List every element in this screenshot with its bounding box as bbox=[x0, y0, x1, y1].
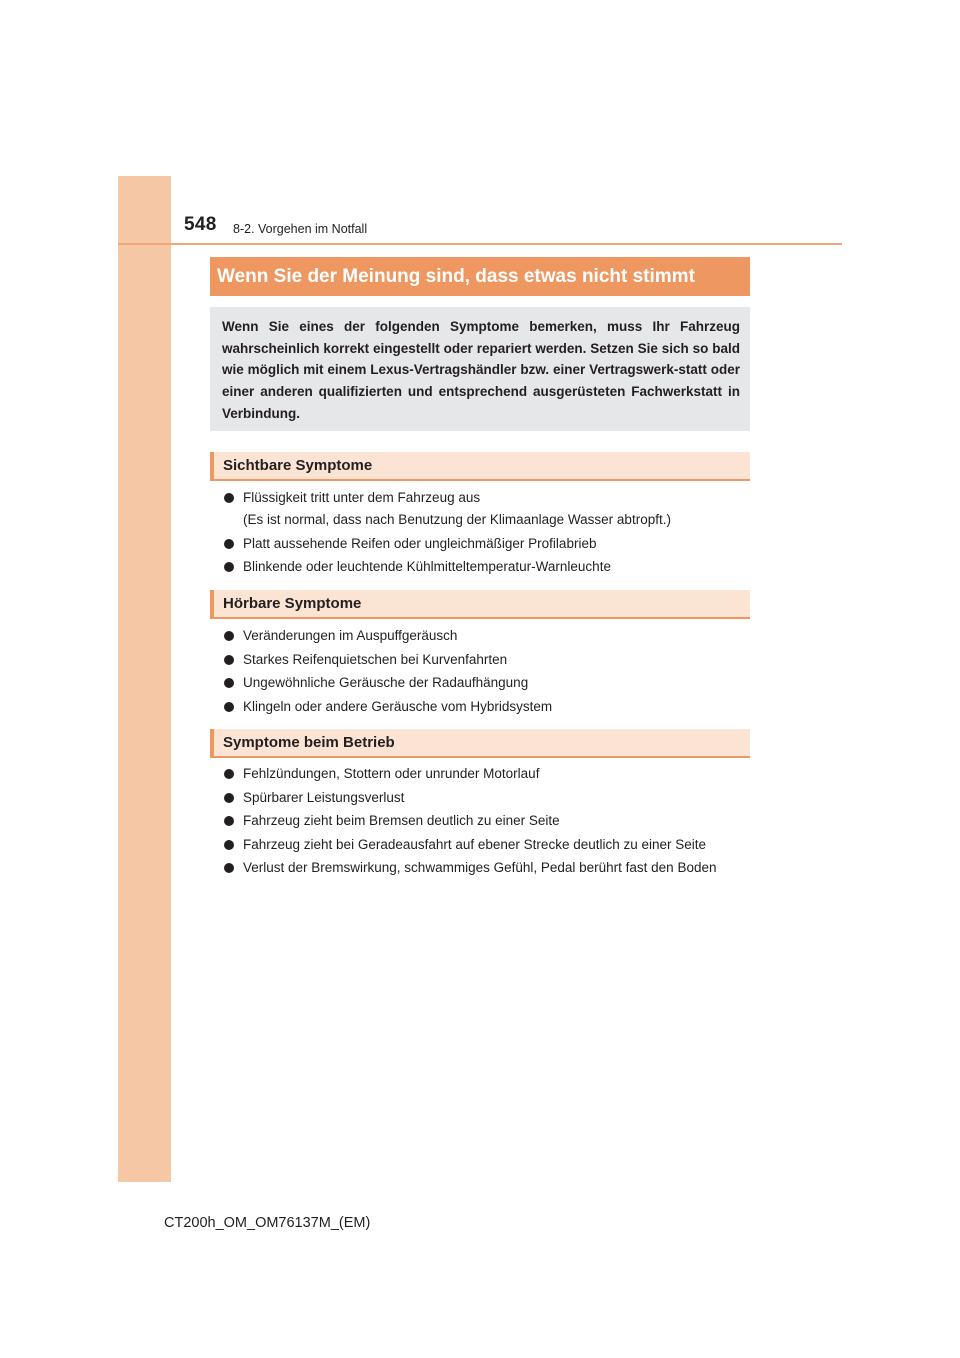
subheading-title: Symptome beim Betrieb bbox=[223, 734, 395, 751]
bullet-icon bbox=[224, 702, 234, 712]
section-label: 8-2. Vorgehen im Notfall bbox=[233, 222, 368, 236]
list-item-text: Platt aussehende Reifen oder ungleichmäßiger Profilabrieb bbox=[243, 535, 597, 551]
list-item-text: Fahrzeug zieht bei Geradeausfahrt auf ebener Strecke deutlich zu einer Seite bbox=[243, 836, 707, 852]
list-item bbox=[224, 533, 749, 555]
header-divider bbox=[118, 243, 842, 245]
list-item-note: (Es ist normal, dass nach Benutzung der Klimaanlage Wasser abtropft.) bbox=[243, 512, 671, 527]
page-number: 548 bbox=[184, 214, 217, 235]
subheading-driving-symptoms bbox=[210, 729, 750, 758]
list-item bbox=[224, 834, 749, 856]
bullet-icon bbox=[224, 840, 234, 850]
list-item bbox=[224, 696, 749, 718]
subheading-title: Sichtbare Symptome bbox=[223, 457, 373, 474]
list-item-text: Veränderungen im Auspuffgeräusch bbox=[243, 628, 458, 643]
bullet-icon bbox=[224, 562, 234, 572]
bullet-icon bbox=[224, 793, 234, 803]
subheading-accent bbox=[210, 452, 214, 479]
list-item bbox=[224, 810, 749, 832]
document-code: CT200h_OM_OM76137M_(EM) bbox=[164, 1215, 371, 1231]
list-item bbox=[224, 763, 749, 785]
subheading-title: Hörbare Symptome bbox=[223, 595, 362, 612]
list-item-text: Blinkende oder leuchtende Kühlmitteltemperatur-Warnleuchte bbox=[243, 559, 611, 574]
list-item bbox=[224, 649, 749, 671]
list-item bbox=[224, 556, 749, 578]
subheading-accent bbox=[210, 729, 214, 756]
audible-symptoms-list bbox=[224, 625, 749, 719]
page-title: Wenn Sie der Meinung sind, dass etwas nicht stimmt bbox=[210, 257, 750, 296]
side-color-tab bbox=[118, 176, 171, 1182]
list-item-text: Klingeln oder andere Geräusche vom Hybridsystem bbox=[243, 698, 553, 714]
list-item-text: Fahrzeug zieht beim Bremsen deutlich zu einer Seite bbox=[243, 813, 560, 828]
list-item bbox=[224, 487, 749, 531]
bullet-icon bbox=[224, 863, 234, 873]
list-item bbox=[224, 625, 749, 647]
subheading-audible-symptoms bbox=[210, 590, 750, 619]
intro-box bbox=[210, 307, 750, 431]
intro-text: Wenn Sie eines der folgenden Symptome bemerken, muss Ihr Fahrzeug wahrscheinlich korrekt eingestellt oder repariert werden. Setzen Sie sich so bald wie möglich mit einem Lexus-Vertragshändler bzw. einer Vertragswerk-statt oder einer anderen qualifizierten und entsprechend ausgerüsteten Fachwerkstatt in Verbindung. bbox=[222, 319, 740, 421]
visible-symptoms-list bbox=[224, 487, 749, 580]
bullet-icon bbox=[224, 655, 234, 665]
list-item-text: Verlust der Bremswirkung, schwammiges Gefühl, Pedal berührt fast den Boden bbox=[243, 860, 717, 875]
bullet-icon bbox=[224, 539, 234, 549]
bullet-icon bbox=[224, 769, 234, 779]
subheading-accent bbox=[210, 590, 214, 617]
list-item-text: Fehlzündungen, Stottern oder unrunder Motorlauf bbox=[243, 766, 540, 781]
bullet-icon bbox=[224, 678, 234, 688]
subheading-visible-symptoms bbox=[210, 452, 750, 481]
list-item-text: Flüssigkeit tritt unter dem Fahrzeug aus bbox=[243, 490, 481, 505]
list-item-text: Spürbarer Leistungsverlust bbox=[243, 789, 405, 805]
bullet-icon bbox=[224, 631, 234, 641]
list-item-text: Starkes Reifenquietschen bei Kurvenfahrten bbox=[243, 651, 508, 667]
driving-symptoms-list bbox=[224, 763, 749, 881]
list-item-text: Ungewöhnliche Geräusche der Radaufhängung bbox=[243, 675, 529, 690]
list-item bbox=[224, 672, 749, 694]
bullet-icon bbox=[224, 816, 234, 826]
list-item bbox=[224, 787, 749, 809]
list-item bbox=[224, 857, 749, 879]
bullet-icon bbox=[224, 493, 234, 503]
